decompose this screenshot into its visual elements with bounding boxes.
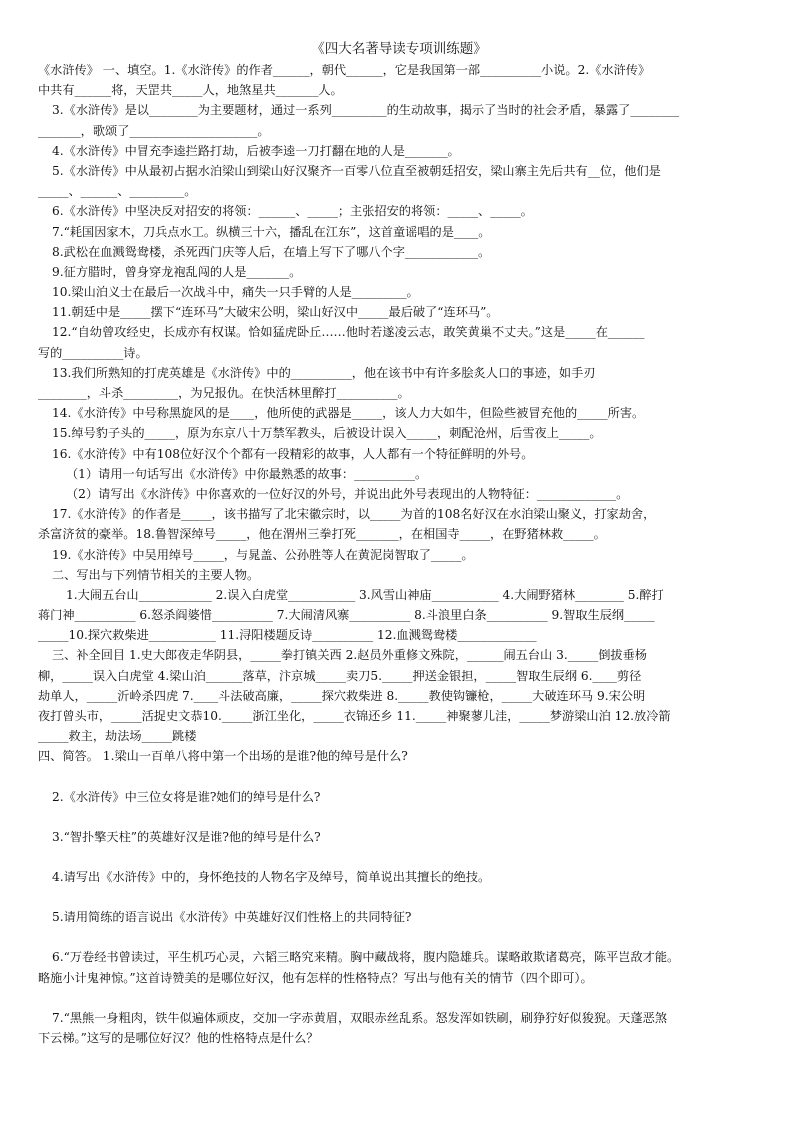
fill-line: 写的__________诗。 — [38, 345, 148, 360]
match-heading: 二、写出与下列情节相关的主要人物。 — [52, 567, 260, 582]
match-line: 蒋门神__________ 6.怒杀阎婆惜__________ 7.大闹清风寨__________ 8.斗浪里白条__________ 9.智取生辰纲_____ — [38, 608, 655, 623]
short-question: 7.“黑熊一身粗肉，铁牛似遍体顽皮，交加一字赤黄眉，双眼赤丝乱系。怒发浑如铁刷，刷狰狞好似狻猊。天蓬恶煞 — [52, 1010, 668, 1025]
short-question: 下云梯。”这写的是哪位好汉？他的性格特点是什么？ — [38, 1030, 319, 1045]
fill-line: 14.《水浒传》中号称黑旋风的是____，他所使的武器是_____，该人力大如牛，但险些被冒充他的_____所害。 — [52, 406, 645, 421]
fill-line: 杀富济贫的豪举。18.鲁智深绰号_____，他在渭州三拳打死_______，在相国寺_____，在野猪林救_____。 — [38, 527, 606, 542]
short-question: 4.请写出《水浒传》中的，身怀绝技的人物名字及绰号，简单说出其擅长的绝技。 — [52, 869, 491, 884]
fill-line: 3.《水浒传》是以________为主要题材，通过一系列_________的生动故事，揭示了当时的社会矛盾，暴露了________ — [52, 103, 680, 118]
fill-line: 6.《水浒传》中坚决反对招安的将领：______、_____；主张招安的将领：_____、_____。 — [52, 204, 533, 219]
complete-line: 柳，_____误入白虎堂 4.梁山泊______落草，汴京城_____卖刀5._____押送金银担，_____智取生辰纲 6.____剪径 — [38, 668, 642, 683]
match-line: _____10.探穴救柴进___________ 11.浔阳楼题反诗__________ 12.血溅鸳鸯楼_____________ — [38, 628, 537, 643]
fill-line: 10.梁山泊义士在最后一次战斗中，痛失一只手臂的人是_________。 — [52, 285, 419, 300]
fill-line: 12.“自幼曾攻经史，长成亦有权谋。恰如猛虎卧丘……他时若遂凌云志，敢笑黄巢不丈夫。”这是_____在______ — [52, 325, 645, 340]
fill-line: 11.朝廷中是_____摆下“连环马”大破宋公明，梁山好汉中_____最后破了“连环马”。 — [52, 305, 499, 320]
complete-line: _____救主，劫法场_____跳楼 — [38, 729, 197, 744]
short-question: 2.《水浒传》中三位女将是谁?她们的绰号是什么? — [52, 789, 321, 804]
fill-line: 19.《水浒传》中吴用绰号_____，与晁盖、公孙胜等人在黄泥岗智取了_____。 — [52, 547, 474, 562]
fill-line: ________，斗杀_________，为兄报仇。在快活林里醉打__________。 — [38, 386, 410, 400]
short-question: 3.“智扑擎天柱”的英雄好汉是谁?他的绰号是什么? — [52, 829, 321, 844]
fill-line: 16.《水浒传》中有108位好汉个个都有一段精彩的故事，人人都有一个特征鲜明的外号。 — [52, 446, 534, 461]
fill-line: 8.武松在血溅鸳鸯楼，杀死西门庆等人后，在墙上写下了哪八个字____________。 — [52, 244, 491, 259]
fill-line: 4.《水浒传》中冒充李逵拦路打劫，后被李逵一刀打翻在地的人是_______。 — [52, 143, 460, 158]
fill-line: _____、______、_________。 — [38, 184, 197, 199]
short-question: 6.“万卷经书曾读过，平生机巧心灵，六韬三略究来精。胸中藏战将，腹内隐雄兵。谋略敢欺诸葛亮，陈平岂敌才能。 — [52, 950, 680, 965]
complete-line: 劫单人，_____沂岭杀四虎 7.____斗法破高廉，_____探穴救柴进 8._____教使钩镰枪，_____大破连环马 9.宋公明 — [38, 688, 646, 703]
document-page — [38, 38, 760, 1048]
short-question: 5.请用简练的语言说出《水浒传》中英雄好汉们性格上的共同特征? — [52, 910, 412, 925]
document-title: 《四大名著导读专项训练题》 — [311, 41, 487, 57]
fill-line: （1）请用一句话写出《水浒传》中你最熟悉的故事：__________。 — [66, 466, 428, 481]
fill-line: 9.征方腊时，曾身穿龙袍乱闯的人是_______。 — [52, 264, 302, 279]
fill-line: _______，歌颂了_____________________。 — [38, 123, 270, 138]
fill-line: 《水浒传》 一、填空。1.《水浒传》的作者______，朝代______，它是我国第一部__________小说。2.《水浒传》 — [38, 63, 651, 77]
fill-line: 5.《水浒传》中从最初占据水泊梁山到梁山好汉聚齐一百零八位直至被朝廷招安，梁山寨主先后共有__位，他们是 — [52, 163, 661, 178]
match-line: 1.大闹五台山____________ 2.误入白虎堂___________ 3.风雪山神庙___________ 4.大闹野猪林________ 5.醉打 — [66, 587, 664, 602]
fill-line: （2）请写出《水浒传》中你喜欢的一位好汉的外号，并说出此外号表现出的人物特征：_____________。 — [66, 486, 629, 501]
fill-line: 13.我们所熟知的打虎英雄是《水浒传》中的__________，他在该书中有许多脍炙人口的事迹，如手刃 — [52, 365, 596, 380]
complete-line: 三、补全回目 1.史大郎夜走华阴县，_____拳打镇关西 2.赵员外重修文殊院，______闹五台山 3._____倒拔垂杨 — [52, 648, 647, 663]
complete-line: 夜打曾头市，_____活捉史文恭10._____浙江坐化，_____衣锦还乡 11._____神聚蓼儿洼，_____梦游梁山泊 12.放冷箭 — [38, 709, 671, 723]
fill-line: 15.绰号豹子头的_____，原为东京八十万禁军教头，后被设计误入_____，刺配沧州，后雪夜上_____。 — [52, 426, 602, 441]
short-question: 四、简答。 1.梁山一百单八将中第一个出场的是谁?他的绰号是什么? — [38, 749, 408, 764]
fill-line: 17.《水浒传》的作者是_____，该书描写了北宋徽宗时，以_____为首的108名好汉在水泊梁山聚义，打家劫舍， — [52, 507, 656, 522]
fill-line: 7.“耗国因家木，刀兵点水工。纵横三十六，播乱在江东”，这首童谣唱的是____。 — [52, 224, 491, 239]
short-question: 略施小计鬼神惊。”这首诗赞美的是哪位好汉，他有怎样的性格特点？写出与他有关的情节（四个即可）。 — [38, 970, 593, 985]
fill-line: 中共有______将，天罡共_____人，地煞星共_______人。 — [38, 83, 343, 98]
